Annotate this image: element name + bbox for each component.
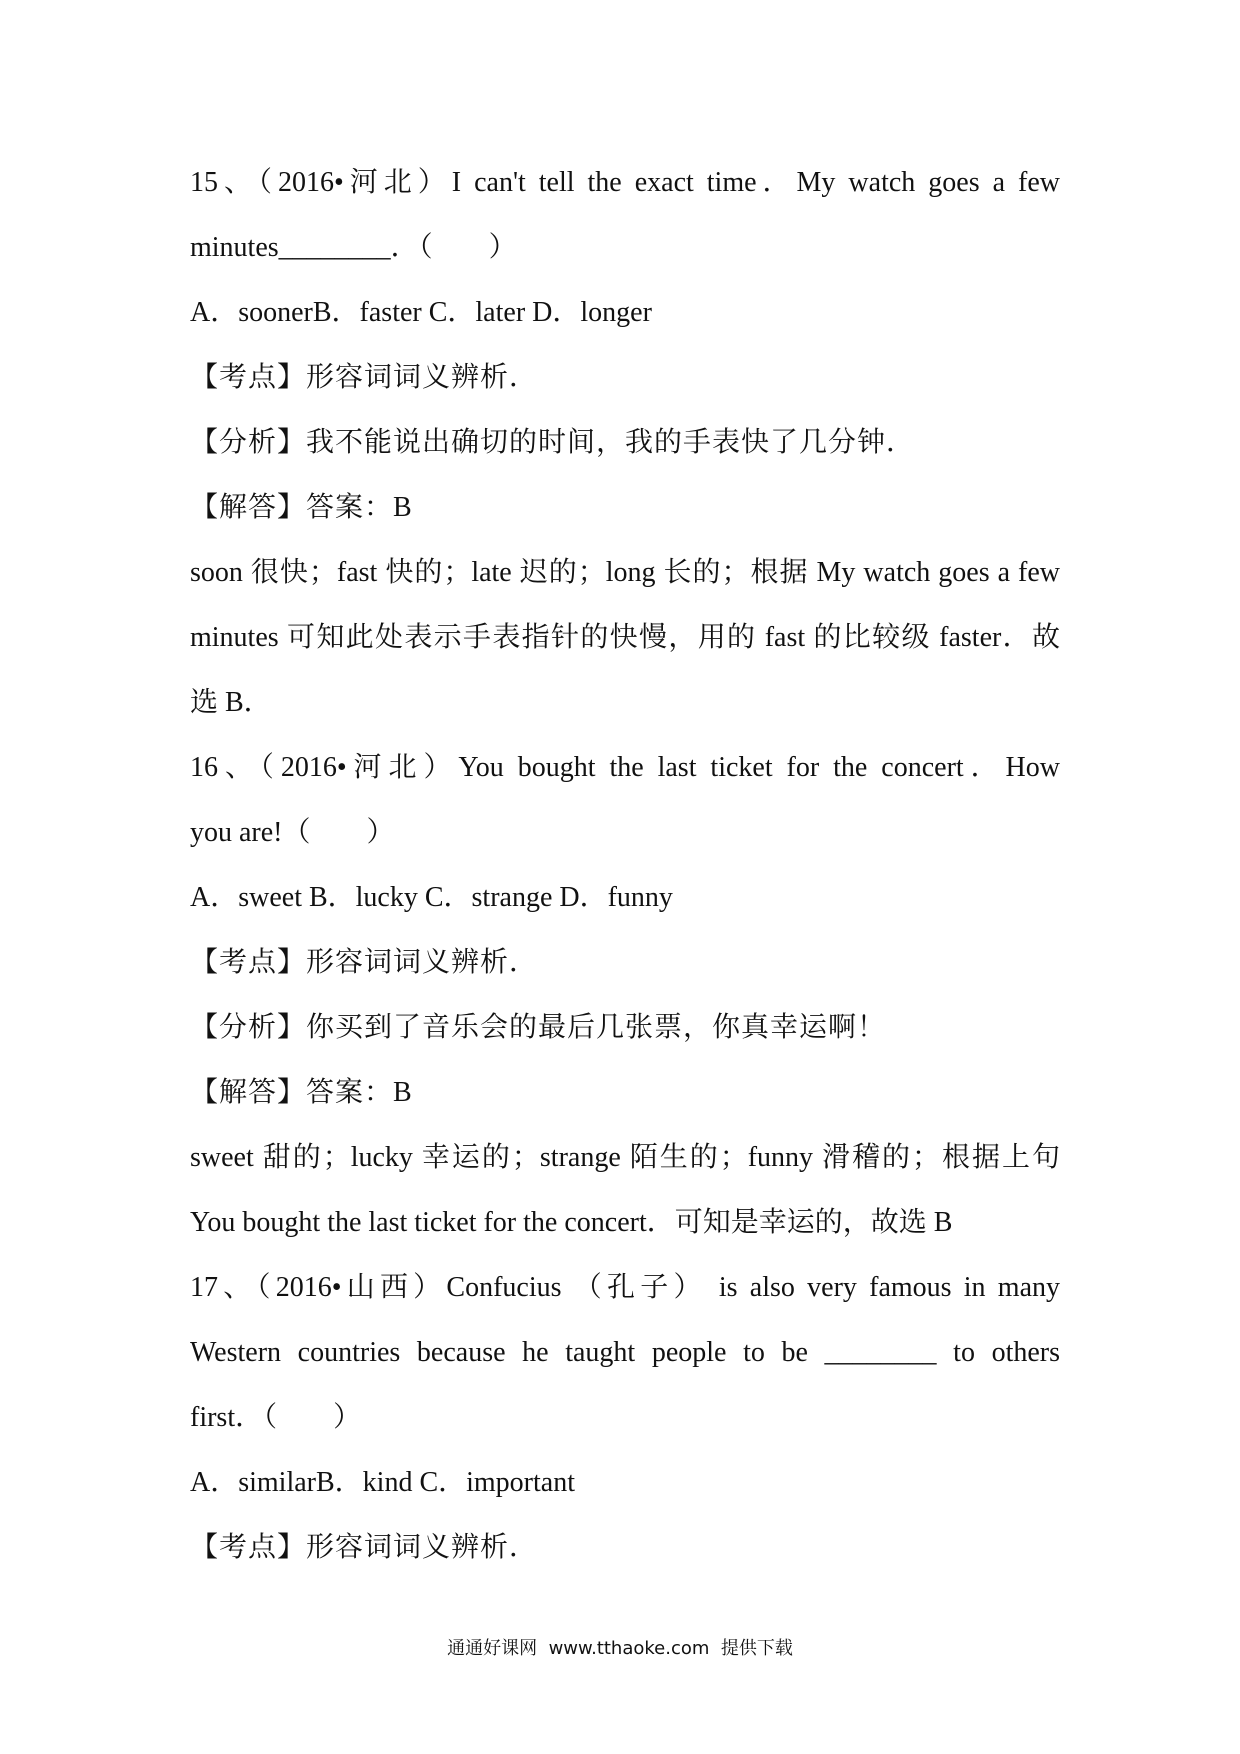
q16-explanation-line-2: You bought the last ticket for the concert．可知是幸运的，故选 B	[190, 1207, 953, 1238]
q16-options: A．sweet B．lucky C．strange D．funny	[190, 882, 673, 913]
q16-kaodian: 【考点】形容词词义辨析．	[190, 947, 539, 978]
page-footer: 通通好课网 www.tthaoke.com 提供下载	[447, 1638, 793, 1659]
q15-jieda: 【解答】答案：B	[190, 492, 413, 523]
q15-explanation-line-2: minutes 可知此处表示手表指针的快慢，用的 fast 的比较级 faster．故	[190, 622, 1060, 653]
q17-stem-line-1: 17、（2016•山西）Confucius （孔子） is also very famous in many	[190, 1272, 1060, 1303]
q15-explanation-line-3: 选 B．	[190, 687, 272, 718]
q15-kaodian: 【考点】形容词词义辨析．	[190, 362, 539, 393]
q16-stem-line-1: 16、（2016•河北）You bought the last ticket for the concert．How	[190, 752, 1060, 783]
q16-jieda: 【解答】答案：B	[190, 1077, 413, 1108]
q17-stem-line-3: first．（ ）	[190, 1402, 362, 1433]
q15-stem-line-1: 15、（2016•河北）I can't tell the exact time．My watch goes a few	[190, 167, 1060, 198]
q15-options: A．soonerB．faster C．later D．longer	[190, 297, 652, 328]
document-page	[190, 150, 1060, 1580]
q17-options: A．similarB．kind C．important	[190, 1467, 575, 1498]
q17-kaodian: 【考点】形容词词义辨析．	[190, 1532, 539, 1563]
q15-fenxi: 【分析】我不能说出确切的时间，我的手表快了几分钟．	[190, 427, 916, 458]
q16-fenxi: 【分析】你买到了音乐会的最后几张票，你真幸运啊！	[190, 1012, 887, 1043]
q16-stem-line-2: you are!（ ）	[190, 817, 395, 848]
q15-stem-line-2: minutes________．（ ）	[190, 232, 517, 263]
q17-stem-line-2: Western countries because he taught people to be ________ to others	[190, 1337, 1060, 1368]
q16-explanation-line-1: sweet 甜的；lucky 幸运的；strange 陌生的；funny 滑稽的；根据上句	[190, 1142, 1060, 1173]
q15-explanation-line-1: soon 很快；fast 快的；late 迟的；long 长的；根据 My watch goes a few	[190, 557, 1060, 588]
